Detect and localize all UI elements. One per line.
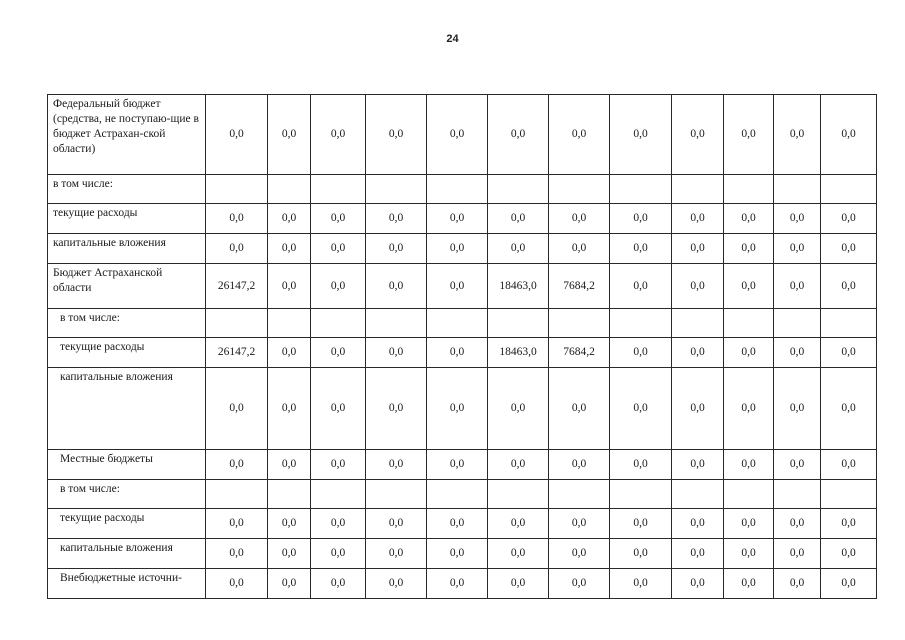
table-cell: 0,0 [774,204,821,234]
table-cell: 0,0 [724,368,774,450]
table-cell: 0,0 [311,450,366,480]
table-row [48,450,877,480]
table-cell: 0,0 [610,338,672,368]
table-cell: 0,0 [549,539,610,569]
table-cell: 0,0 [206,234,268,264]
table-cell: 0,0 [366,569,427,599]
table-cell: 0,0 [488,509,549,539]
table-cell: 0,0 [821,338,877,368]
table-cell: 0,0 [427,509,488,539]
row-label: капитальные вложения [48,539,206,569]
table-cell: 0,0 [427,234,488,264]
table-cell: 0,0 [821,450,877,480]
table-cell: 0,0 [311,234,366,264]
table-cell: 0,0 [268,338,311,368]
table-cell: 0,0 [724,95,774,175]
table-cell [488,480,549,509]
table-cell: 0,0 [366,338,427,368]
table-cell [427,175,488,204]
table-cell: 0,0 [366,95,427,175]
table-cell: 0,0 [206,95,268,175]
table-cell: 0,0 [610,264,672,309]
table-row [48,309,877,338]
table-cell: 0,0 [724,539,774,569]
table-cell: 0,0 [311,368,366,450]
table-cell: 0,0 [311,95,366,175]
table-cell: 0,0 [311,338,366,368]
table-cell [311,309,366,338]
table-cell: 0,0 [672,204,724,234]
row-label: капитальные вложения [48,368,206,450]
table-cell: 0,0 [268,539,311,569]
budget-table [47,94,877,599]
table-cell: 0,0 [206,509,268,539]
table-cell: 0,0 [774,368,821,450]
table-cell: 0,0 [610,234,672,264]
table-cell: 0,0 [488,204,549,234]
table-cell [268,175,311,204]
table-row [48,95,877,175]
row-label: текущие расходы [48,204,206,234]
table-cell: 0,0 [821,95,877,175]
table-cell [549,175,610,204]
table-cell: 0,0 [268,204,311,234]
table-row [48,569,877,599]
table-cell: 0,0 [427,264,488,309]
table-cell: 0,0 [549,234,610,264]
table-cell [366,480,427,509]
table-cell [821,480,877,509]
table-cell: 0,0 [672,509,724,539]
table-row [48,509,877,539]
table-cell: 0,0 [311,569,366,599]
table-cell [427,309,488,338]
table-cell: 18463,0 [488,338,549,368]
table-cell [821,309,877,338]
table-cell: 0,0 [672,264,724,309]
table-cell: 0,0 [821,204,877,234]
table-cell: 0,0 [488,95,549,175]
table-cell: 0,0 [724,234,774,264]
table-cell: 0,0 [366,264,427,309]
table-cell [549,480,610,509]
table-cell [366,309,427,338]
table-cell: 0,0 [268,234,311,264]
table-cell: 0,0 [724,569,774,599]
table-cell: 0,0 [774,264,821,309]
table-cell: 0,0 [549,450,610,480]
table-cell: 0,0 [427,204,488,234]
table-row [48,264,877,309]
table-cell: 0,0 [206,368,268,450]
table-cell: 0,0 [311,264,366,309]
table-cell: 0,0 [672,95,724,175]
table-cell: 0,0 [268,264,311,309]
table-cell: 0,0 [821,368,877,450]
table-cell: 0,0 [672,234,724,264]
table-cell: 0,0 [724,338,774,368]
table-cell: 0,0 [206,539,268,569]
row-label: капитальные вложения [48,234,206,264]
table-cell: 0,0 [821,509,877,539]
table-cell: 7684,2 [549,264,610,309]
table-cell: 0,0 [774,95,821,175]
row-label: текущие расходы [48,509,206,539]
table-cell: 0,0 [427,539,488,569]
table-cell [724,480,774,509]
row-label: в том числе: [48,480,206,509]
table-row [48,368,877,450]
table-cell: 0,0 [427,338,488,368]
table-cell: 0,0 [610,539,672,569]
table-cell: 0,0 [672,539,724,569]
table-cell: 0,0 [488,368,549,450]
table-cell [268,309,311,338]
table-cell: 0,0 [724,509,774,539]
row-label: Местные бюджеты [48,450,206,480]
table-cell: 0,0 [488,234,549,264]
table-cell: 0,0 [549,368,610,450]
table-row [48,175,877,204]
row-label: в том числе: [48,175,206,204]
table-cell: 0,0 [488,569,549,599]
table-cell [821,175,877,204]
table-cell [610,480,672,509]
table-cell [610,309,672,338]
table-cell [610,175,672,204]
table-cell: 0,0 [549,204,610,234]
table-cell [774,480,821,509]
table-cell: 0,0 [821,539,877,569]
table-cell: 0,0 [610,368,672,450]
table-row [48,234,877,264]
table-cell: 0,0 [427,95,488,175]
table-cell: 0,0 [366,539,427,569]
table-cell [311,480,366,509]
table-cell: 18463,0 [488,264,549,309]
table-cell: 0,0 [488,539,549,569]
table-cell [366,175,427,204]
table-cell: 0,0 [268,450,311,480]
table-cell [311,175,366,204]
table-cell [672,175,724,204]
table-cell: 0,0 [366,368,427,450]
row-label: Федеральный бюджет (средства, не поступаю-щие в бюджет Астрахан-ской области) [48,95,206,175]
table-cell: 0,0 [774,338,821,368]
row-label: Бюджет Астраханской области [48,264,206,309]
table-cell: 26147,2 [206,264,268,309]
table-cell [427,480,488,509]
table-cell: 26147,2 [206,338,268,368]
table-cell [488,309,549,338]
table-cell [724,175,774,204]
table-cell: 0,0 [366,450,427,480]
table-cell: 0,0 [206,569,268,599]
table-cell [488,175,549,204]
table-cell: 0,0 [774,569,821,599]
table-cell [268,480,311,509]
table-cell [774,175,821,204]
table-cell [549,309,610,338]
table-cell: 0,0 [549,95,610,175]
row-label: в том числе: [48,309,206,338]
table-cell: 0,0 [366,234,427,264]
table-row [48,539,877,569]
table-row [48,338,877,368]
table-cell [672,480,724,509]
table-cell: 0,0 [774,539,821,569]
table-cell: 0,0 [427,450,488,480]
table-cell: 0,0 [821,264,877,309]
table-cell: 7684,2 [549,338,610,368]
table-cell: 0,0 [366,204,427,234]
table-cell: 0,0 [610,450,672,480]
table-cell: 0,0 [724,450,774,480]
table-cell [774,309,821,338]
table-cell: 0,0 [672,450,724,480]
table-cell: 0,0 [206,204,268,234]
table-cell: 0,0 [206,450,268,480]
table-cell: 0,0 [366,509,427,539]
table-cell [206,309,268,338]
table-cell: 0,0 [549,569,610,599]
table-row [48,480,877,509]
table-cell: 0,0 [311,204,366,234]
row-label: текущие расходы [48,338,206,368]
table-cell: 0,0 [268,569,311,599]
table-cell: 0,0 [549,509,610,539]
table-cell: 0,0 [610,95,672,175]
table-cell: 0,0 [724,204,774,234]
table-cell: 0,0 [724,264,774,309]
table-cell: 0,0 [488,450,549,480]
row-label: Внебюджетные источни- [48,569,206,599]
table-cell: 0,0 [774,234,821,264]
table-cell: 0,0 [311,509,366,539]
table-cell: 0,0 [610,204,672,234]
table-cell: 0,0 [268,368,311,450]
table-cell: 0,0 [672,569,724,599]
table-cell [206,480,268,509]
table-cell [724,309,774,338]
table-cell [206,175,268,204]
table-cell: 0,0 [821,569,877,599]
table-cell: 0,0 [311,539,366,569]
table-cell: 0,0 [427,368,488,450]
table-cell: 0,0 [610,569,672,599]
table-cell: 0,0 [610,509,672,539]
table-cell: 0,0 [268,95,311,175]
table-cell: 0,0 [672,338,724,368]
table-row [48,204,877,234]
table-cell: 0,0 [672,368,724,450]
page-number: 24 [446,33,459,45]
table-cell: 0,0 [427,569,488,599]
table-cell [672,309,724,338]
table-cell: 0,0 [774,509,821,539]
table-cell: 0,0 [821,234,877,264]
table-cell: 0,0 [268,509,311,539]
table-cell: 0,0 [774,450,821,480]
